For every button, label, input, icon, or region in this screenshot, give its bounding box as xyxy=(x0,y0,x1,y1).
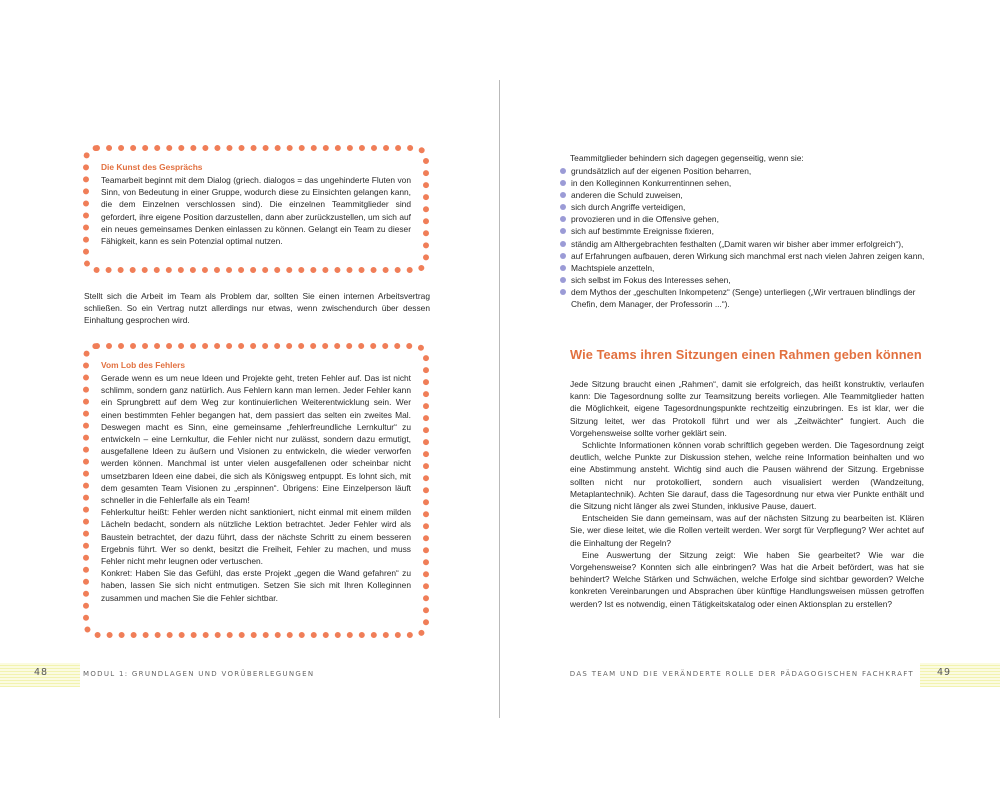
page-number-right: 49 xyxy=(937,667,952,678)
info-box-text: Teamarbeit beginnt mit dem Dialog (griech. dialogos = das ungehinderte Fluten von Sinn, von Bedeutung in einer Gruppe, wodurch diese zu Einsichten gelangen kann, die dem Einzelnen verschlossen sind). Die einzelnen Teammitglieder sind gefordert, ihre eigene Position darzustellen, dann aber zurückzustellen, um sich auf ein neues gemeinsames Denken einlassen zu können. Gelangt ein Team zu dieser Fähigkeit, kann es sein Potenzial optimal nutzen. xyxy=(101,175,411,247)
list-item xyxy=(560,262,926,274)
list-item xyxy=(560,213,926,225)
list-item xyxy=(560,225,926,237)
list-item-text: anderen die Schuld zuweisen, xyxy=(571,190,683,201)
bullet-dot-icon xyxy=(560,168,566,174)
list-item-text: dem Mythos der „geschulten Inkompetenz“ (Senge) unterliegen („Wir vertrauen blindlings der Chefin, dem Manager, der Professorin ...“). xyxy=(571,286,916,310)
info-box-title: Vom Lob des Fehlers xyxy=(101,360,186,370)
list-item xyxy=(560,250,926,262)
page-number-left: 48 xyxy=(34,667,49,678)
list-item xyxy=(560,286,926,310)
list-item-text: auf Erfahrungen aufbauen, deren Wirkung sich manchmal erst nach vielen Jahren zeigen kann, xyxy=(571,250,925,261)
list-item-text: sich selbst im Fokus des Interesses sehen, xyxy=(571,274,731,285)
bullet-dot-icon xyxy=(560,265,566,271)
list-item-text: ständig am Althergebrachten festhalten („Damit waren wir bisher aber immer erfolgreich“), xyxy=(571,238,904,249)
info-box-paragraph: Konkret: Haben Sie das Gefühl, das erste Projekt „gegen die Wand gefahren“ zu haben, lassen Sie sich nicht entmutigen. Setzen Sie sich mit Ihren Kolleginnen zusammen und machen Sie die Fehler sichtbar. xyxy=(101,568,411,603)
info-box-errors xyxy=(83,343,429,638)
body-paragraph: Jede Sitzung braucht einen „Rahmen“, damit sie erfolgreich, das heißt konstruktiv, verlaufen kann: Die Tagesordnung sollte zur Teamsitzung bereits vorliegen. Alle Teammitglieder hatten die Möglichkeit, eigene Tagesordnungspunkte rechtzeitig einzubringen. Es ist klar, wer die Sitzung leitet, wer das Protokoll führt und wer als „Zeitwächter“ fungiert. Auch die Vorgehensweise sollte vorher geklärt sein. xyxy=(570,379,924,438)
body-paragraph: Eine Auswertung der Sitzung zeigt: Wie haben Sie gearbeitet? Wie war die Vorgehensweise? Konnten sich alle einbringen? Was hat die Arbeit befördert, was hat sie behindert? Welche Stärken und Schwächen, welche Erfolge sind sichtbar geworden? Welche konkreten Vereinbarungen und Absprachen über künftige Handlungsweisen müssen getroffen werden? Ist es notwendig, einen Tätigkeitskatalog oder einen Aktionsplan zu erstellen? xyxy=(570,549,924,609)
bullet-dot-icon xyxy=(560,204,566,210)
list-item xyxy=(560,274,926,286)
section-body xyxy=(570,378,924,610)
body-paragraph: Stellt sich die Arbeit im Team als Problem dar, sollten Sie einen internen Arbeitsvertrag schließen. So ein Vertrag nutzt allerdings nur etwas, wenn zwischendurch über dessen Einhaltung gesprochen wird. xyxy=(84,291,430,326)
list-item-text: Machtspiele anzetteln, xyxy=(571,262,655,273)
list-item-text: sich durch Angriffe verteidigen, xyxy=(571,202,686,213)
bullet-dot-icon xyxy=(560,228,566,234)
running-head-left: MODUL 1: GRUNDLAGEN UND VORÜBERLEGUNGEN xyxy=(83,670,315,678)
bullet-dot-icon xyxy=(560,216,566,222)
section-heading: Wie Teams ihren Sitzungen einen Rahmen geben können xyxy=(570,347,922,362)
list-item xyxy=(560,177,926,189)
body-paragraph: Entscheiden Sie dann gemeinsam, was auf der nächsten Sitzung zu bearbeiten ist. Klären Sie, wer diese leitet, wie die Rollen verteilt werden. Wer sorgt für Verpflegung? Wer achtet auf die Einhaltung der Regeln? xyxy=(570,513,924,548)
info-box-title: Die Kunst des Gesprächs xyxy=(101,162,203,172)
list-item-text: grundsätzlich auf der eigenen Position beharren, xyxy=(571,166,752,176)
body-paragraph: Schlichte Informationen können vorab schriftlich gegeben werden. Die Tagesordnung zeigt deutlich, welche Punkte zur Diskussion stehen, welche reine Information beinhalten und wo eine Abstimmung ansteht. Wichtig sind auch die Pausen während der Sitzung. Ergebnisse sollten nicht nur protokolliert, sondern auch visualisiert werden (Wandzeitung, Metaplantechnik). Achten Sie darauf, dass die Tagesordnung nur etwa vier Punkte enthält und die Sitzung nicht länger als zwei Stunden, inklusive Pause, dauert. xyxy=(570,440,924,512)
bullet-list xyxy=(560,165,926,310)
list-item xyxy=(560,238,926,250)
info-box-paragraph: Gerade wenn es um neue Ideen und Projekte geht, treten Fehler auf. Das ist nicht schlimm, sondern ganz natürlich. Aus Fehlern kann man lernen. Jeder Fehler kann ein Sprungbrett auf dem Weg zur kontinuierlichen Weiterentwicklung sein. Wer einen bestimmten Fehler begangen hat, dem passiert das selten ein zweites Mal. Deswegen macht es Sinn, eine gemeinsame „fehlerfreundliche Lernkultur“ zu entwickeln – eine Lernkultur, die Fehler nicht nur zulässt, sondern dazu ermutigt, ausgefallene Ideen zu äußern und Visionen zu entwickeln, die wieder verworfen werden können. Manchmal ist unter vielen ausgefallenen oder scheinbar nicht umsetzbaren Ideen eine dabei, die sich als Königsweg entpuppt. Es lohnt sich, mit dem gesamten Team Visionen zu „erspinnen“. Übrigens: Eine Einzelperson läuft schneller in die Fehlerfalle als ein Team! xyxy=(101,373,411,506)
info-box-paragraph: Fehlerkultur heißt: Fehler werden nicht sanktioniert, nicht einmal mit einem milden Lächeln bedacht, sondern als nützliche Lektion betrachtet. Jeder Fehler wird als Baustein betrachtet, der dazu führt, dass der nächste Schritt zu einem besseren Ergebnis führt. Wer so denkt, besitzt die Freiheit, Fehler zu machen, und muss Fehler nicht mehr leugnen oder vertuschen. xyxy=(101,507,411,567)
list-item-text: sich auf bestimmte Ereignisse fixieren, xyxy=(571,226,714,237)
bullet-dot-icon xyxy=(560,192,566,198)
footer-band-right xyxy=(920,663,1000,687)
info-box-text xyxy=(101,372,411,604)
bullet-dot-icon xyxy=(560,241,566,247)
bullet-dot-icon xyxy=(560,180,566,186)
bullet-dot-icon xyxy=(560,277,566,283)
list-item xyxy=(560,201,926,213)
list-item xyxy=(560,189,926,201)
list-item xyxy=(560,165,926,177)
bullet-intro: Teammitglieder behindern sich dagegen gegenseitig, wenn sie: xyxy=(570,153,804,163)
bullet-dot-icon xyxy=(560,289,566,295)
bullet-dot-icon xyxy=(560,253,566,259)
running-head-right: DAS TEAM UND DIE VERÄNDERTE ROLLE DER PÄDAGOGISCHEN FACHKRAFT xyxy=(569,670,914,678)
list-item-text: in den Kolleginnen Konkurrentinnen sehen, xyxy=(571,178,732,189)
list-item-text: provozieren und in die Offensive gehen, xyxy=(571,214,719,225)
info-box-dialog xyxy=(83,145,429,273)
